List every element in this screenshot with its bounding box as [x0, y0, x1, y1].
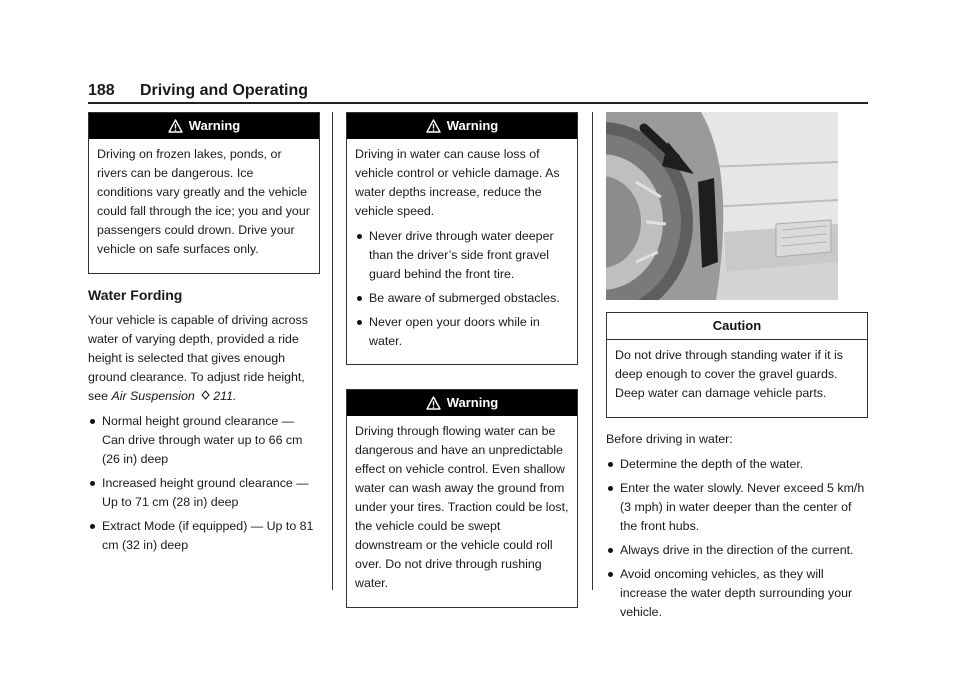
- caution-title: Caution: [712, 318, 762, 333]
- column-divider: [332, 112, 333, 590]
- page-title: Driving and Operating: [140, 82, 309, 99]
- list-item: Be aware of submerged obstacles.: [355, 289, 569, 308]
- list-item: Extract Mode (if equipped) — Up to 81 cm (32 in) deep: [88, 517, 320, 555]
- warning-title: Warning: [446, 118, 499, 133]
- section-title: Water Fording: [88, 287, 183, 303]
- page-number: 188: [88, 82, 115, 99]
- intro-text: Your vehicle is capable of driving across water of varying depth, provided a ride height is selected that gives enough ground clearance. To adjust ride height, see: [88, 313, 308, 403]
- cross-reference-link[interactable]: Air Suspension: [111, 389, 195, 403]
- page-reference-icon: [201, 390, 210, 400]
- warning-triangle-icon: [426, 119, 441, 133]
- warning-header: [347, 113, 577, 139]
- warning-text: Driving in water can cause loss of vehicle control or vehicle damage. As water depths increase, reduce the vehicle speed.: [355, 147, 560, 218]
- clearance-list: [88, 412, 320, 555]
- list-item: Normal height ground clearance — Can drive through water up to 66 cm (26 in) deep: [88, 412, 320, 469]
- warning-triangle-icon: [426, 396, 441, 410]
- warning-header: [347, 390, 577, 416]
- caution-header: [607, 313, 867, 340]
- vehicle-wheel-illustration: [606, 112, 838, 300]
- header-rule: [88, 102, 868, 104]
- list-item: Determine the depth of the water.: [606, 455, 868, 474]
- cross-reference-page[interactable]: 211.: [213, 389, 237, 403]
- warning-triangle-icon: [168, 119, 183, 133]
- gravel-guard-illustration: [606, 112, 838, 300]
- page-header: [88, 82, 868, 104]
- list-item: Avoid oncoming vehicles, as they will increase the water depth surrounding your vehicle.: [606, 565, 868, 622]
- warning-list: [355, 227, 569, 351]
- warning-box-ice: [88, 112, 320, 274]
- list-item: Never open your doors while in water.: [355, 313, 569, 351]
- warning-text: Driving on frozen lakes, ponds, or rivers can be dangerous. Ice conditions vary greatly and the vehicle could fall through the ice; you and your passengers could drown. Drive your vehicle on safe surfaces only.: [97, 147, 310, 256]
- list-item: Always drive in the direction of the current.: [606, 541, 868, 560]
- list-item: Increased height ground clearance — Up to 71 cm (28 in) deep: [88, 474, 320, 512]
- warning-box-water: [346, 112, 578, 365]
- column-left: [88, 112, 320, 560]
- before-driving-title: Before driving in water:: [606, 432, 733, 446]
- warning-title: Warning: [446, 395, 499, 410]
- list-item: Never drive through water deeper than the driver’s side front gravel guard behind the front tire.: [355, 227, 569, 284]
- intro-paragraph: [88, 311, 320, 406]
- list-item: Enter the water slowly. Never exceed 5 km/h (3 mph) in water deeper than the center of the front hubs.: [606, 479, 868, 536]
- column-middle: [346, 112, 578, 608]
- before-driving-list: [606, 455, 868, 622]
- caution-box: [606, 312, 868, 418]
- warning-box-flowing-water: [346, 389, 578, 608]
- warning-title: Warning: [188, 118, 241, 133]
- warning-header: [89, 113, 319, 139]
- column-divider: [592, 112, 593, 590]
- caution-text: Do not drive through standing water if it is deep enough to cover the gravel guards. Deep water can damage vehicle parts.: [615, 348, 843, 400]
- warning-text: Driving through flowing water can be dangerous and have an unpredictable effect on vehicle control. Even shallow water can wash away the ground from under your tires. Traction could be lost, the vehicle could be swept downstream or the vehicle could roll over. Do not drive through rushing water.: [355, 424, 569, 590]
- column-right: [606, 112, 868, 627]
